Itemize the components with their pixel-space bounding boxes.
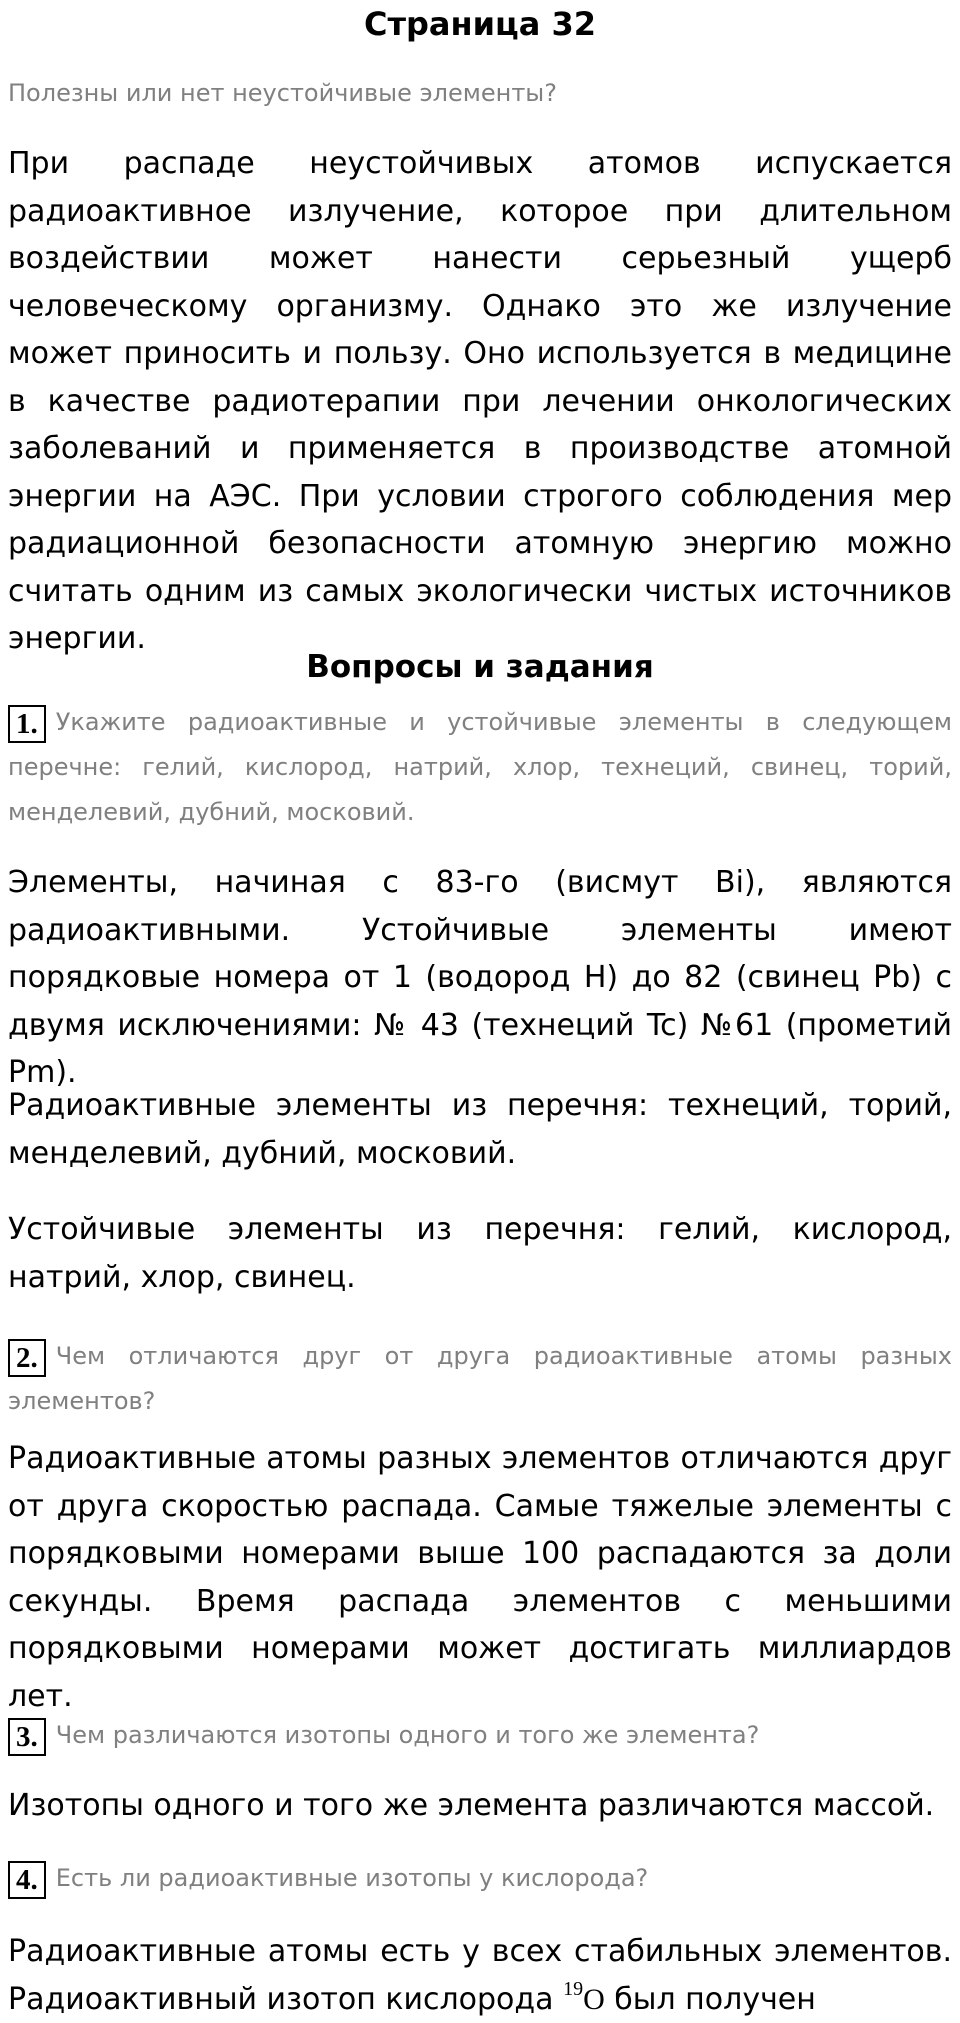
page-title: Страница 32: [363, 5, 597, 43]
section-title: Вопросы и задания: [306, 649, 654, 685]
task-4-answer-line2-start: Радиоактивный изотоп кислорода: [8, 1981, 554, 2017]
task-3-text: Чем различаются изотопы одного и того же элемента?: [55, 1721, 760, 1749]
isotope-mass: 19: [563, 1977, 584, 2000]
task-4-answer: [8, 1928, 952, 2023]
task-4-answer-line1: Радиоактивные атомы есть у всех стабильных элементов.: [8, 1934, 952, 1969]
task-2-answer: Радиоактивные атомы разных элементов отличаются друг от друга скоростью распада. Самые тяжелые элементы с порядковыми номерами выше 100 распадаются за доли секунды. Время распада элементов с меньшими порядковыми номерами может достигать миллиардов лет.: [8, 1441, 952, 1714]
task-3-question: [8, 1713, 952, 1758]
task-1-question: [8, 700, 952, 835]
task-4-text: Есть ли радиоактивные изотопы у кислорода?: [55, 1864, 649, 1892]
task-2-text: Чем отличаются друг от друга радиоактивные атомы разных элементов?: [8, 1342, 952, 1415]
task-1-answer-3: Устойчивые элементы из перечня: гелий, кислород, натрий, хлор, свинец.: [8, 1212, 952, 1295]
isotope-notation: [563, 1977, 605, 2016]
task-4-number: 4.: [8, 1861, 46, 1899]
task-1-text: Укажите радиоактивные и устойчивые элементы в следующем перечне: гелий, кислород, натрий, хлор, технеций, свинец, торий, менделевий, дубний, московий.: [8, 708, 952, 826]
isotope-symbol: O: [583, 1982, 605, 2016]
task-4-question: [8, 1856, 952, 1901]
task-4-answer-line2-end: был получен: [614, 1981, 816, 2017]
task-1-number: 1.: [8, 705, 46, 743]
task-2-question: [8, 1334, 952, 1424]
task-1-answer-1: Элементы, начиная с 83-го (висмут Bi), являются радиоактивными. Устойчивые элементы имеют порядковые номера от 1 (водород H) до 82 (свинец Pb) с двумя исключениями: № 43 (технеций Tc) №61 (прометий Pm).: [8, 865, 952, 1090]
intro-answer: При распаде неустойчивых атомов испускается радиоактивное излучение, которое при длительном воздействии может нанести серьезный ущерб человеческому организму. Однако это же излучение может приносить и пользу. Оно используется в медицине в качестве радиотерапии при лечении онкологических заболеваний и применяется в производстве атомной энергии на АЭС. При условии строгого соблюдения мер радиационной безопасности атомную энергию можно считать одним из самых экологически чистых источников энергии.: [8, 146, 952, 656]
task-1-answer-2: Радиоактивные элементы из перечня: технеций, торий, менделевий, дубний, московий.: [8, 1088, 952, 1171]
task-3-answer: Изотопы одного и того же элемента различаются массой.: [8, 1788, 935, 1823]
intro-question: Полезны или нет неустойчивые элементы?: [8, 79, 557, 107]
task-2-number: 2.: [8, 1339, 46, 1377]
task-3-number: 3.: [8, 1718, 46, 1756]
